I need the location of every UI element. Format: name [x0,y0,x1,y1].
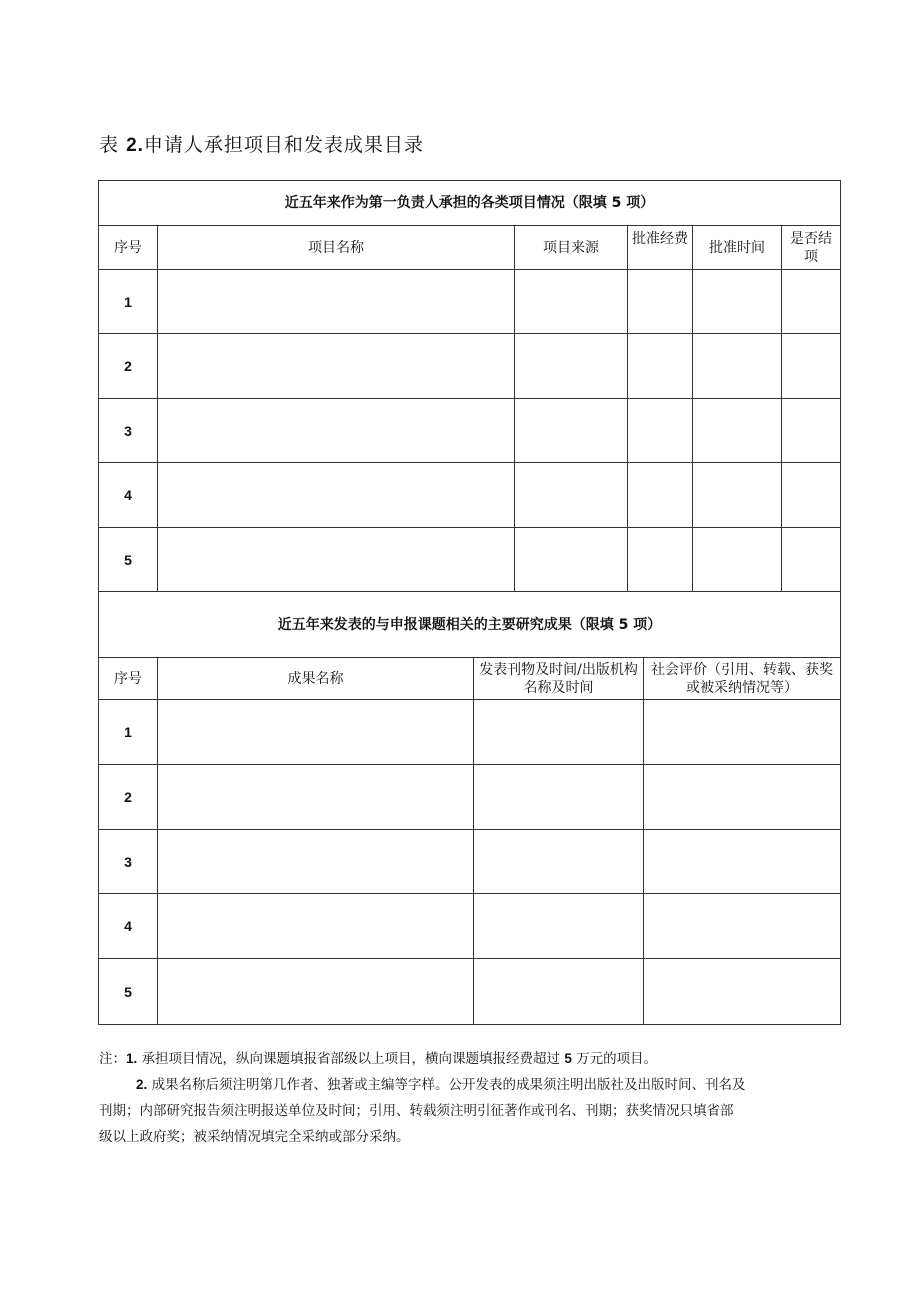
results-table [98,591,841,1025]
result-name-cell[interactable] [158,765,474,830]
row-number: 4 [99,463,158,528]
table-row [99,830,841,894]
results-header-social-evaluation: 社会评价（引用、转载、获奖或被采纳情况等） [644,658,841,700]
row-number: 2 [99,334,158,399]
result-evaluation-cell[interactable] [644,959,841,1025]
note-1-amount: 5 [564,1051,572,1066]
table-row [99,894,841,959]
result-evaluation-cell[interactable] [644,830,841,894]
table-row [99,399,841,463]
result-name-cell[interactable] [158,894,474,959]
project-completed-cell[interactable] [782,528,841,592]
project-completed-cell[interactable] [782,463,841,528]
title-number: 2. [126,135,144,156]
table-row [99,765,841,830]
results-header-name: 成果名称 [158,658,474,700]
row-number: 2 [99,765,158,830]
result-evaluation-cell[interactable] [644,894,841,959]
project-time-cell[interactable] [693,270,782,334]
project-source-cell[interactable] [515,334,628,399]
project-name-cell[interactable] [158,270,515,334]
result-publication-cell[interactable] [474,830,644,894]
projects-table [98,180,841,592]
page-title [99,130,424,157]
row-number: 3 [99,830,158,894]
notes [99,1046,841,1150]
row-number: 1 [99,700,158,765]
project-source-cell[interactable] [515,270,628,334]
project-source-cell[interactable] [515,399,628,463]
projects-header-source: 项目来源 [515,226,628,270]
note-2-line-1: 成果名称后须注明第几作者、独著或主编等字样。公开发表的成果须注明出版社及出版时间、刊名及 [151,1077,746,1093]
note-1-text-b: 万元的项目。 [576,1051,658,1067]
projects-header-funding: 批准经费 [628,226,693,270]
note-1-text-a: 承担项目情况，纵向课题填报省部级以上项目，横向课题填报经费超过 [141,1051,561,1067]
result-evaluation-cell[interactable] [644,765,841,830]
result-publication-cell[interactable] [474,700,644,765]
result-publication-cell[interactable] [474,765,644,830]
note-1-number: 1. [126,1051,138,1066]
result-publication-cell[interactable] [474,959,644,1025]
project-funding-cell[interactable] [628,528,693,592]
table-row [99,700,841,765]
results-header-publication: 发表刊物及时间/出版机构名称及时间 [474,658,644,700]
title-prefix: 表 [99,134,120,156]
row-number: 3 [99,399,158,463]
project-funding-cell[interactable] [628,399,693,463]
project-completed-cell[interactable] [782,334,841,399]
table-row [99,528,841,592]
result-evaluation-cell[interactable] [644,700,841,765]
project-funding-cell[interactable] [628,463,693,528]
project-time-cell[interactable] [693,528,782,592]
result-name-cell[interactable] [158,830,474,894]
project-time-cell[interactable] [693,463,782,528]
project-name-cell[interactable] [158,399,515,463]
project-completed-cell[interactable] [782,270,841,334]
projects-header-completed: 是否结项 [782,226,841,270]
notes-label: 注： [99,1051,126,1067]
table-row [99,334,841,399]
table-row [99,270,841,334]
project-time-cell[interactable] [693,334,782,399]
project-name-cell[interactable] [158,528,515,592]
row-number: 4 [99,894,158,959]
project-name-cell[interactable] [158,334,515,399]
result-name-cell[interactable] [158,959,474,1025]
note-2-line-2: 刊期；内部研究报告须注明报送单位及时间；引用、转载须注明引征著作或刊名、刊期；获奖情况只填省部 [99,1103,734,1119]
project-time-cell[interactable] [693,399,782,463]
table-row [99,959,841,1025]
row-number: 1 [99,270,158,334]
table-row [99,463,841,528]
project-source-cell[interactable] [515,528,628,592]
title-text: 申请人承担项目和发表成果目录 [143,134,424,156]
projects-header-approval-time: 批准时间 [693,226,782,270]
projects-section-heading: 近五年来作为第一负责人承担的各类项目情况（限填 5 项） [99,181,841,226]
note-2-number: 2. [136,1077,148,1092]
projects-header-name: 项目名称 [158,226,515,270]
result-name-cell[interactable] [158,700,474,765]
note-2 [99,1072,841,1098]
project-funding-cell[interactable] [628,270,693,334]
project-completed-cell[interactable] [782,399,841,463]
project-funding-cell[interactable] [628,334,693,399]
results-header-no: 序号 [99,658,158,700]
projects-header-no: 序号 [99,226,158,270]
project-source-cell[interactable] [515,463,628,528]
project-name-cell[interactable] [158,463,515,528]
note-2-line-3: 级以上政府奖；被采纳情况填完全采纳或部分采纳。 [99,1129,410,1145]
note-1 [99,1046,841,1072]
results-section-heading: 近五年来发表的与申报课题相关的主要研究成果（限填 5 项） [99,592,841,658]
result-publication-cell[interactable] [474,894,644,959]
row-number: 5 [99,959,158,1025]
row-number: 5 [99,528,158,592]
